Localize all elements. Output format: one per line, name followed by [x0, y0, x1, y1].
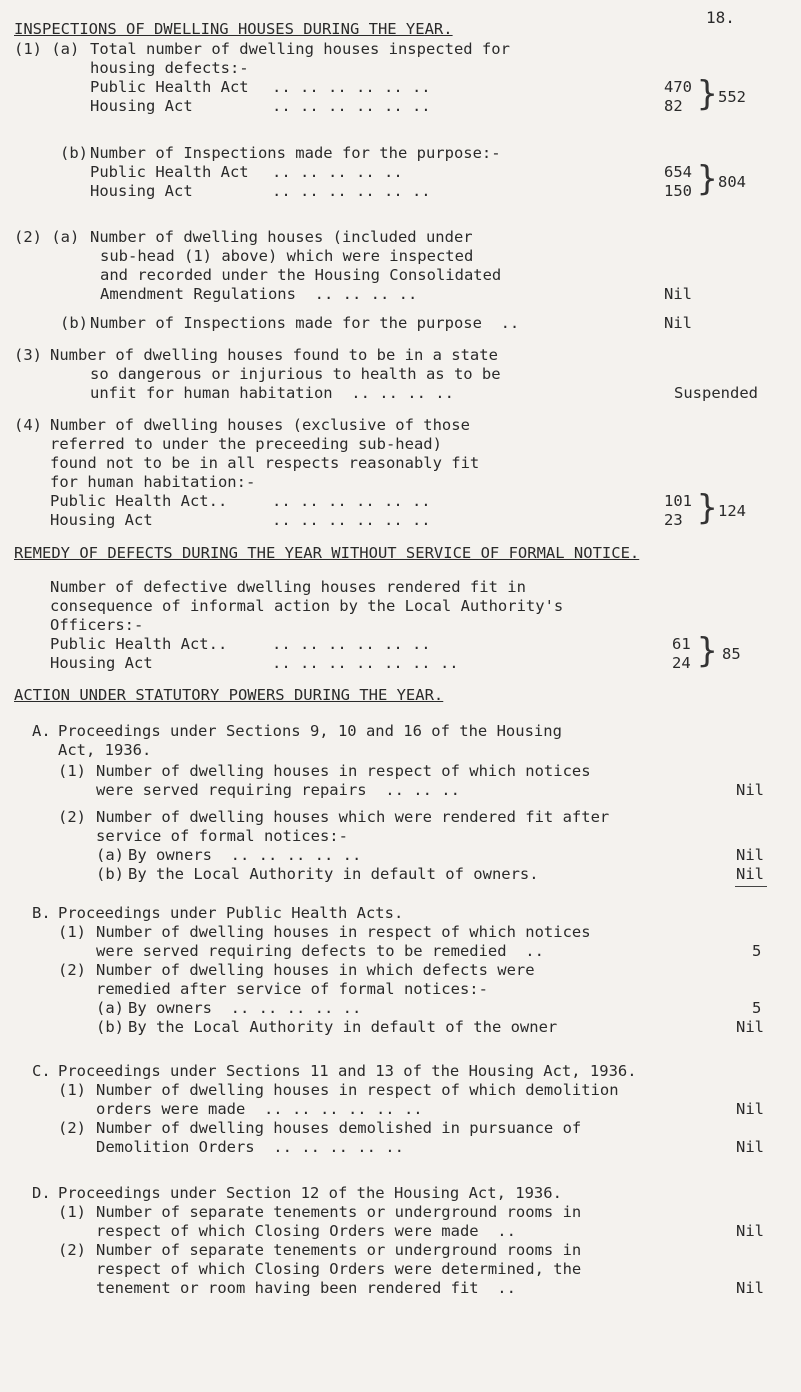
item-text: Amendment Regulations .. .. .. ..	[100, 285, 418, 303]
row-dots: .. .. .. .. .. ..	[272, 635, 431, 653]
section-marker: B.	[32, 904, 51, 922]
row-value: 23	[664, 511, 683, 529]
item-text: By owners .. .. .. .. ..	[128, 846, 362, 864]
row-value: Nil	[736, 865, 764, 883]
row-label: Housing Act	[90, 97, 193, 115]
item-text: By owners .. .. .. .. ..	[128, 999, 362, 1017]
subtotal: 85	[722, 645, 741, 663]
item-marker: (3)	[14, 346, 42, 364]
item-marker: (2)	[58, 961, 86, 979]
row-dots: .. .. .. .. ..	[272, 163, 403, 181]
row-label: Housing Act	[50, 511, 153, 529]
item-text: Number of dwelling houses in respect of which demolition	[96, 1081, 619, 1099]
row-dots: .. .. .. .. .. ..	[272, 182, 431, 200]
item-text: Number of dwelling houses found to be in a state	[50, 346, 498, 364]
item-text: Number of dwelling houses in respect of which notices	[96, 923, 591, 941]
item-text: were served requiring defects to be remedied ..	[96, 942, 544, 960]
section-marker: A.	[32, 722, 51, 740]
item-marker: (2)	[58, 808, 86, 826]
item-text: Number of Inspections made for the purpose:-	[90, 144, 501, 162]
row-value: Nil	[664, 314, 692, 332]
item-text: Number of dwelling houses in respect of which notices	[96, 762, 591, 780]
row-label: Public Health Act..	[50, 492, 228, 510]
row-value: Nil	[736, 1100, 764, 1118]
item-text: remedied after service of formal notices:-	[96, 980, 488, 998]
section-title: Proceedings under Sections 9, 10 and 16 of the Housing	[58, 722, 562, 740]
row-value: Nil	[664, 285, 692, 303]
section-marker: C.	[32, 1062, 51, 1080]
brace: }	[697, 74, 718, 114]
row-label: Public Health Act..	[50, 635, 228, 653]
row-value: Nil	[736, 846, 764, 864]
row-label: Housing Act	[50, 654, 153, 672]
section-heading-inspections: INSPECTIONS OF DWELLING HOUSES DURING THE YEAR.	[14, 20, 453, 38]
item-text: sub-head (1) above) which were inspected	[100, 247, 474, 265]
row-label: Housing Act	[90, 182, 193, 200]
item-marker: (1)	[58, 1081, 86, 1099]
item-text: Number of defective dwelling houses rendered fit in	[50, 578, 526, 596]
item-text: tenement or room having been rendered fit ..	[96, 1279, 516, 1297]
row-value: 61	[672, 635, 691, 653]
item-text: Total number of dwelling houses inspected for	[90, 40, 510, 58]
item-marker: (2)	[58, 1119, 86, 1137]
item-text: Demolition Orders .. .. .. .. ..	[96, 1138, 404, 1156]
row-value: 654	[664, 163, 692, 181]
item-text: Number of separate tenements or underground rooms in	[96, 1241, 582, 1259]
row-value: 470	[664, 78, 692, 96]
item-text: By the Local Authority in default of owners.	[128, 865, 539, 883]
page-number: 18.	[706, 8, 735, 27]
item-text: so dangerous or injurious to health as to be	[90, 365, 501, 383]
item-marker: (2) (a)	[14, 228, 80, 246]
item-text: orders were made .. .. .. .. .. ..	[96, 1100, 423, 1118]
section-marker: D.	[32, 1184, 51, 1202]
divider	[735, 886, 767, 887]
brace: }	[697, 488, 718, 528]
item-marker: (b)	[60, 314, 88, 332]
item-text: By the Local Authority in default of the owner	[128, 1018, 558, 1036]
item-text: Number of dwelling houses (included under	[90, 228, 473, 246]
item-text: Number of separate tenements or underground rooms in	[96, 1203, 582, 1221]
row-value: Nil	[736, 781, 764, 799]
item-marker: (a)	[96, 999, 124, 1017]
row-value: 24	[672, 654, 691, 672]
row-dots: .. .. .. .. .. ..	[272, 492, 431, 510]
brace: }	[697, 159, 718, 199]
item-text: referred to under the preceeding sub-head)	[50, 435, 442, 453]
row-dots: .. .. .. .. .. ..	[272, 97, 431, 115]
row-value: Suspended	[674, 384, 758, 402]
item-text: consequence of informal action by the Local Authority's	[50, 597, 564, 615]
row-value: Nil	[736, 1138, 764, 1156]
row-value: Nil	[736, 1222, 764, 1240]
item-marker: (b)	[96, 865, 124, 883]
subtotal: 124	[718, 502, 746, 520]
item-text: Officers:-	[50, 616, 144, 634]
item-text: Number of dwelling houses in which defects were	[96, 961, 535, 979]
section-title: Proceedings under Public Health Acts.	[58, 904, 404, 922]
item-text: unfit for human habitation .. .. .. ..	[90, 384, 454, 402]
item-text: housing defects:-	[90, 59, 249, 77]
item-text: Number of dwelling houses (exclusive of those	[50, 416, 470, 434]
item-text: Number of dwelling houses demolished in pursuance of	[96, 1119, 582, 1137]
item-marker: (1) (a)	[14, 40, 80, 58]
row-value: 101	[664, 492, 692, 510]
brace: }	[697, 631, 718, 671]
section-title: Proceedings under Section 12 of the Housing Act, 1936.	[58, 1184, 562, 1202]
item-marker: (2)	[58, 1241, 86, 1259]
row-label: Public Health Act	[90, 163, 249, 181]
section-heading-remedy: REMEDY OF DEFECTS DURING THE YEAR WITHOUT SERVICE OF FORMAL NOTICE.	[14, 544, 640, 562]
item-text: found not to be in all respects reasonably fit	[50, 454, 480, 472]
item-text: service of formal notices:-	[96, 827, 348, 845]
row-value: 5	[752, 999, 762, 1017]
subtotal: 804	[718, 173, 746, 191]
item-marker: (1)	[58, 1203, 86, 1221]
subtotal: 552	[718, 88, 746, 106]
row-value: 82	[664, 97, 683, 115]
row-label: Public Health Act	[90, 78, 249, 96]
item-marker: (b)	[96, 1018, 124, 1036]
item-marker: (4)	[14, 416, 42, 434]
section-title: Act, 1936.	[58, 741, 152, 759]
row-value: 150	[664, 182, 692, 200]
item-text: respect of which Closing Orders were determined, the	[96, 1260, 582, 1278]
row-dots: .. .. .. .. .. .. ..	[272, 654, 459, 672]
item-marker: (a)	[96, 846, 124, 864]
item-marker: (1)	[58, 923, 86, 941]
row-value: Nil	[736, 1279, 764, 1297]
section-heading-action: ACTION UNDER STATUTORY POWERS DURING THE YEAR.	[14, 686, 444, 704]
section-title: Proceedings under Sections 11 and 13 of the Housing Act, 1936.	[58, 1062, 637, 1080]
item-text: and recorded under the Housing Consolidated	[100, 266, 502, 284]
item-text: Number of Inspections made for the purpose ..	[90, 314, 520, 332]
item-marker: (b)	[60, 144, 88, 162]
item-text: respect of which Closing Orders were made ..	[96, 1222, 516, 1240]
item-text: for human habitation:-	[50, 473, 256, 491]
row-value: Nil	[736, 1018, 764, 1036]
item-text: were served requiring repairs .. .. ..	[96, 781, 460, 799]
row-dots: .. .. .. .. .. ..	[272, 78, 431, 96]
item-marker: (1)	[58, 762, 86, 780]
row-value: 5	[752, 942, 762, 960]
row-dots: .. .. .. .. .. ..	[272, 511, 431, 529]
item-text: Number of dwelling houses which were rendered fit after	[96, 808, 610, 826]
